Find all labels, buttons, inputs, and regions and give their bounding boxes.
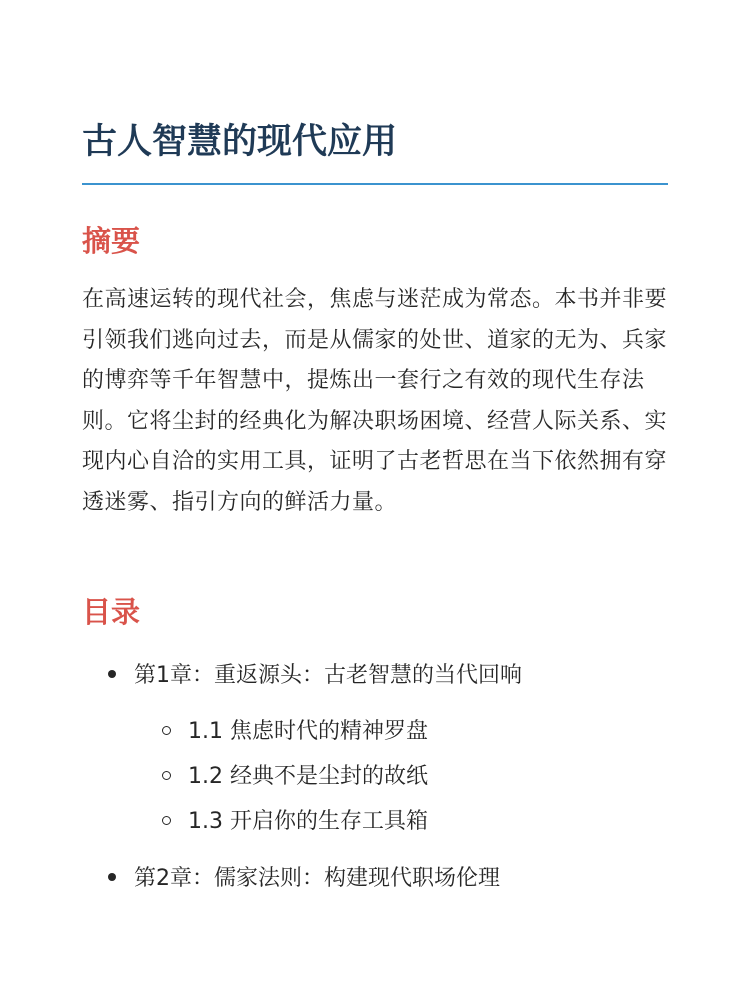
book-title: 古人智慧的现代应用 [82, 122, 398, 162]
toc-section-label: 1.3 开启你的生存工具箱 [188, 809, 428, 834]
toc-section-label: 1.1 焦虑时代的精神罗盘 [188, 719, 428, 744]
toc-chapter-2 [108, 864, 500, 894]
toc-chapter-label: 第1章：重返源头：古老智慧的当代回响 [134, 663, 522, 688]
bullet-circle-icon [162, 771, 171, 780]
toc-section-label: 1.2 经典不是尘封的故纸 [188, 764, 428, 789]
toc-chapter-label: 第2章：儒家法则：构建现代职场伦理 [134, 866, 500, 891]
toc-section-1-3 [162, 807, 428, 837]
toc-heading: 目录 [82, 595, 141, 629]
bullet-dot-icon [108, 873, 116, 881]
title-divider [82, 183, 668, 185]
bullet-circle-icon [162, 726, 171, 735]
toc-section-1-2 [162, 762, 428, 792]
toc-section-1-1 [162, 717, 428, 747]
bullet-dot-icon [108, 670, 116, 678]
abstract-paragraph: 在高速运转的现代社会，焦虑与迷茫成为常态。本书并非要引领我们逃向过去，而是从儒家的处世、道家的无为、兵家的博弈等千年智慧中，提炼出一套行之有效的现代生存法则。它将尘封的经典化为解决职场困境、经营人际关系、实现内心自洽的实用工具，证明了古老哲思在当下依然拥有穿透迷雾、指引方向的鲜活力量。 [82, 287, 668, 515]
toc-chapter-1 [108, 661, 522, 691]
bullet-circle-icon [162, 816, 171, 825]
abstract-heading: 摘要 [82, 224, 141, 258]
